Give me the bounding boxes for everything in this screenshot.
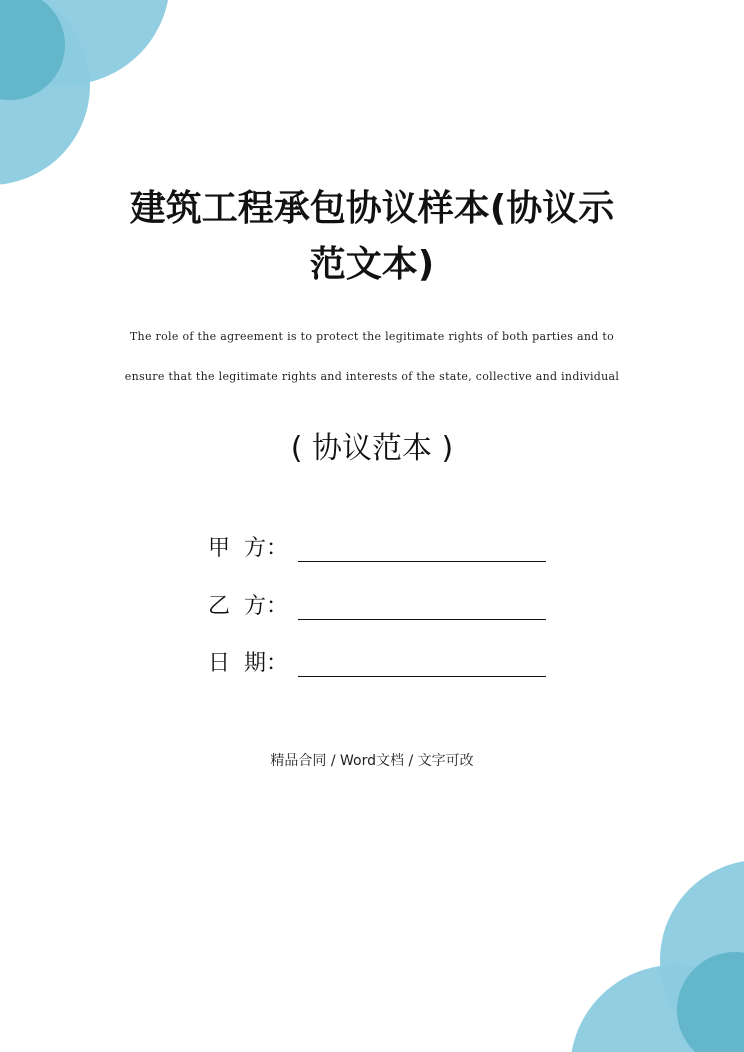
party-b-field <box>208 590 546 620</box>
document-title-line-2: 范文本) <box>309 244 435 285</box>
agreement-sample-label: ( 协议范本 ) <box>290 431 454 466</box>
top-left-circles <box>0 0 170 185</box>
date-blank-line[interactable] <box>298 654 546 677</box>
subtitle-line-1: The role of the agreement is to protect the legitimate rights of both parties and to <box>129 330 615 343</box>
date-field <box>208 647 546 677</box>
subtitle-line-2: ensure that the legitimate rights and interests of the state, collective and individual <box>124 370 620 383</box>
date-label: 日 期： <box>208 651 288 676</box>
party-b-label: 乙 方： <box>208 594 288 619</box>
bottom-right-circles <box>570 860 744 1052</box>
footer-note: 精品合同 / Word文档 / 文字可改 <box>270 753 474 769</box>
party-a-blank-line[interactable] <box>298 539 546 562</box>
party-a-label: 甲 方： <box>208 536 288 561</box>
party-a-field <box>208 532 546 562</box>
party-b-blank-line[interactable] <box>298 597 546 620</box>
document-title-line-1: 建筑工程承包协议样本(协议示 <box>129 188 615 229</box>
